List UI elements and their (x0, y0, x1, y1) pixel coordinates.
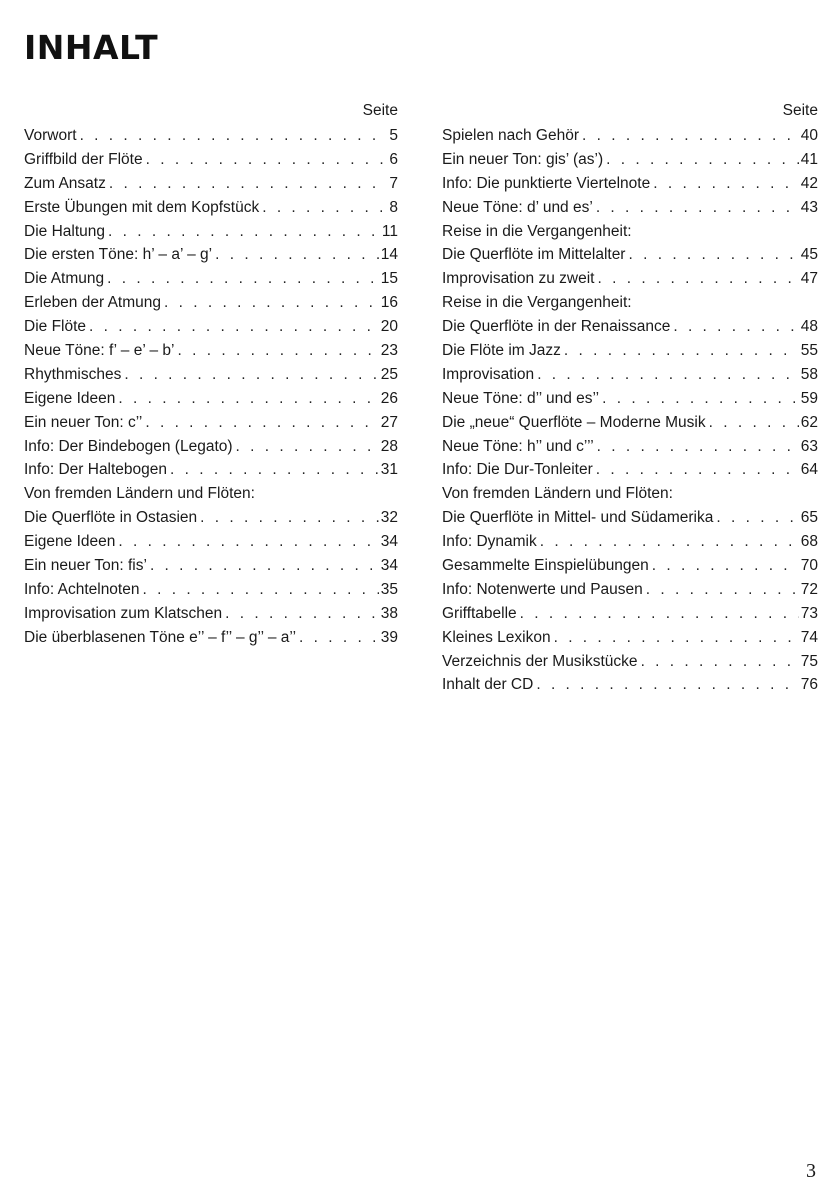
toc-entry (442, 554, 818, 578)
toc-entry-title: Spielen nach Gehör (442, 127, 580, 144)
dot-leader (236, 435, 379, 459)
toc-entry-page: 58 (800, 365, 818, 383)
toc-entry (24, 267, 398, 291)
toc-entry-page: 16 (380, 294, 398, 312)
dot-leader (628, 243, 798, 267)
toc-entry-page: 35 (380, 580, 398, 598)
dot-leader (540, 530, 799, 554)
dot-leader (641, 650, 799, 674)
toc-entry-title: Die Haltung (24, 222, 105, 240)
toc-entry (442, 578, 818, 602)
toc-entry-title: Die überblasenen Töne e’’ – f’’ – g’’ – a’’ (24, 628, 297, 646)
toc-entry-page: 42 (800, 174, 818, 192)
toc-entry (442, 220, 818, 244)
toc-entry-title: Die Querflöte in der Renaissance (442, 318, 671, 336)
dot-leader (178, 339, 379, 363)
toc-entry-title: Von fremden Ländern und Flöten: (442, 485, 673, 503)
toc-entry (442, 315, 818, 339)
toc-entry-page: 14 (380, 246, 398, 264)
toc-entry-title: Von fremden Ländern und Flöten: (24, 485, 255, 503)
toc-entry-title: Die Querflöte in Mittel- und Südamerika (442, 509, 714, 527)
toc-entry-page: 25 (380, 365, 398, 383)
toc-entry-title: Verzeichnis der Musikstücke (442, 652, 638, 670)
toc-entry-page: 34 (380, 557, 398, 575)
dot-leader (596, 458, 799, 482)
dot-leader (602, 387, 799, 411)
toc-list-right (442, 124, 818, 697)
toc-entry (442, 339, 818, 363)
toc-entry (442, 148, 818, 172)
toc-entry-title: Reise in die Vergangenheit: (442, 294, 632, 312)
dot-leader (146, 148, 388, 172)
toc-column-right (442, 100, 818, 697)
dot-leader (164, 291, 379, 315)
dot-leader (652, 554, 799, 578)
toc-entry (442, 506, 818, 530)
dot-leader (225, 602, 379, 626)
dot-leader (215, 243, 379, 267)
toc-entry-title: Improvisation zum Klatschen (24, 604, 223, 622)
dot-leader (709, 411, 799, 435)
toc-entry (24, 315, 398, 339)
toc-entry-page: 64 (800, 461, 818, 479)
toc-entry (24, 411, 398, 435)
toc-entry-page: 32 (380, 509, 398, 527)
toc-entry-page: 63 (800, 437, 818, 455)
dot-leader (145, 411, 378, 435)
toc-entry (442, 435, 818, 459)
toc-entry-title: Info: Dynamik (442, 533, 537, 551)
dot-leader (536, 673, 798, 697)
toc-entry-title: Kleines Lexikon (442, 628, 551, 646)
dot-leader (262, 196, 387, 220)
toc-entry-page: 55 (800, 342, 818, 360)
toc-entry-title: Die Flöte (24, 318, 87, 336)
toc-entry-title: Die „neue“ Querflöte – Moderne Musik (442, 413, 706, 431)
toc-entry (442, 363, 818, 387)
dot-leader (107, 267, 379, 291)
dot-leader (554, 626, 799, 650)
toc-entry-title: Erste Übungen mit dem Kopfstück (24, 198, 260, 216)
toc-entry-page: 11 (381, 222, 398, 240)
toc-entry-title: Ein neuer Ton: gis’ (as’) (442, 150, 604, 168)
dot-leader (582, 124, 799, 148)
toc-entry-title: Gesammelte Einspielübungen (442, 557, 649, 575)
toc-entry (442, 124, 818, 148)
toc-entry-page: 38 (380, 604, 398, 622)
toc-entry-page: 75 (800, 652, 818, 670)
toc-entry-page: 72 (800, 580, 818, 598)
toc-entry (24, 172, 398, 196)
toc-entry-title: Eigene Ideen (24, 389, 116, 407)
toc-entry-title: Griffbild der Flöte (24, 150, 143, 168)
toc-entry-page: 68 (800, 533, 818, 551)
dot-leader (653, 172, 799, 196)
toc-entry (24, 148, 398, 172)
toc-entry (24, 363, 398, 387)
toc-entry-page: 28 (380, 437, 398, 455)
toc-entry (24, 458, 398, 482)
toc-entry-title: Erleben der Atmung (24, 294, 162, 312)
toc-entry (24, 339, 398, 363)
dot-leader (150, 554, 379, 578)
toc-entry-page: 8 (389, 198, 398, 216)
dot-leader (646, 578, 799, 602)
toc-entry (24, 578, 398, 602)
toc-entry (24, 387, 398, 411)
toc-entry (442, 172, 818, 196)
toc-entry (24, 291, 398, 315)
toc-entry-title: Improvisation (442, 365, 535, 383)
toc-entry-title: Die Flöte im Jazz (442, 342, 561, 360)
toc-entry-title: Eigene Ideen (24, 533, 116, 551)
toc-entry-title: Neue Töne: d’ und es’ (442, 198, 593, 216)
toc-entry-page: 43 (800, 198, 818, 216)
toc-entry (24, 602, 398, 626)
toc-entry-title: Info: Der Bindebogen (Legato) (24, 437, 233, 455)
toc-entry (442, 626, 818, 650)
dot-leader (80, 124, 388, 148)
toc-entry (24, 530, 398, 554)
toc-entry-page: 62 (800, 413, 818, 431)
toc-entry-title: Vorwort (24, 127, 77, 144)
dot-leader (89, 315, 379, 339)
page-number: 3 (806, 1160, 816, 1182)
toc-entry (442, 196, 818, 220)
toc-entry-page: 70 (800, 557, 818, 575)
toc-entry-page: 27 (380, 413, 398, 431)
toc-entry-page: 76 (800, 676, 818, 694)
dot-leader (200, 506, 379, 530)
toc-entry-title: Info: Die punktierte Viertelnote (442, 174, 651, 192)
toc-entry (442, 530, 818, 554)
dot-leader (108, 220, 380, 244)
toc-entry-title: Improvisation zu zweit (442, 270, 595, 288)
toc-entry (24, 482, 398, 506)
toc-entry-page: 26 (380, 389, 398, 407)
toc-entry-title: Info: Die Dur-Tonleiter (442, 461, 593, 479)
dot-leader (118, 530, 378, 554)
dot-leader (124, 363, 378, 387)
toc-entry (442, 482, 818, 506)
toc-entry-page: 59 (800, 389, 818, 407)
toc-entry-page: 74 (800, 628, 818, 646)
dot-leader (597, 267, 798, 291)
toc-entry (442, 458, 818, 482)
dot-leader (520, 602, 799, 626)
toc-entry-page: 45 (800, 246, 818, 264)
toc-entry (442, 673, 818, 697)
toc-entry (442, 602, 818, 626)
toc-entry-title: Ein neuer Ton: fis’ (24, 557, 147, 575)
toc-entry (24, 243, 398, 267)
toc-entry-page: 39 (380, 628, 398, 646)
toc-entry-page: 7 (389, 174, 398, 192)
toc-entry-title: Neue Töne: h’’ und c’’’ (442, 437, 594, 455)
dot-leader (109, 172, 388, 196)
toc-entry-title: Die Querflöte in Ostasien (24, 509, 198, 527)
toc-entry-title: Info: Achtelnoten (24, 580, 140, 598)
toc-entry-title: Neue Töne: d’’ und es’’ (442, 389, 600, 407)
toc-entry (442, 387, 818, 411)
toc-entry-page: 73 (800, 604, 818, 622)
toc-entry-page: 41 (800, 150, 818, 168)
toc-entry-title: Info: Der Haltebogen (24, 461, 168, 479)
dot-leader (170, 458, 379, 482)
toc-entry-title: Rhythmisches (24, 365, 122, 383)
toc-entry-page: 6 (389, 150, 398, 168)
toc-entry-title: Inhalt der CD (442, 676, 534, 694)
toc-entry-title: Neue Töne: f’ – e’ – b’ (24, 342, 175, 360)
toc-entry (442, 650, 818, 674)
toc-entry-title: Info: Notenwerte und Pausen (442, 580, 643, 598)
dot-leader (716, 506, 798, 530)
toc-list-left (24, 124, 398, 650)
toc-entry-title: Ein neuer Ton: c’’ (24, 413, 143, 431)
page-title: INHALT (24, 28, 159, 67)
toc-entry-title: Die ersten Töne: h’ – a’ – g’ (24, 246, 213, 264)
toc-entry-title: Reise in die Vergangenheit: (442, 222, 632, 240)
toc-entry (442, 291, 818, 315)
toc-entry (442, 243, 818, 267)
dot-leader (118, 387, 378, 411)
toc-entry-title: Grifftabelle (442, 604, 517, 622)
toc-entry (442, 267, 818, 291)
dot-leader (142, 578, 378, 602)
toc-entry-page: 34 (380, 533, 398, 551)
toc-entry-page: 15 (380, 270, 398, 288)
toc-entry-title: Zum Ansatz (24, 174, 106, 192)
dot-leader (606, 148, 799, 172)
toc-entry (24, 626, 398, 650)
toc-entry (24, 554, 398, 578)
dot-leader (596, 196, 799, 220)
dot-leader (537, 363, 799, 387)
dot-leader (564, 339, 799, 363)
toc-entry (24, 196, 398, 220)
dot-leader (673, 315, 798, 339)
toc-entry-title: Die Querflöte im Mittelalter (442, 246, 626, 264)
toc-entry-page: 23 (380, 342, 398, 360)
toc-entry (24, 506, 398, 530)
toc-entry-page: 65 (800, 509, 818, 527)
toc-entry (24, 435, 398, 459)
toc-entry-page: 48 (800, 318, 818, 336)
toc-entry-page: 40 (800, 127, 818, 144)
toc-entry-page: 20 (380, 318, 398, 336)
toc-entry-title: Die Atmung (24, 270, 105, 288)
toc-column-left (24, 100, 398, 650)
dot-leader (597, 435, 799, 459)
seite-header-left: Seite (362, 102, 398, 119)
toc-entry-page: 47 (800, 270, 818, 288)
dot-leader (299, 626, 379, 650)
toc-entry-page: 5 (389, 127, 398, 144)
seite-header-right: Seite (782, 102, 818, 119)
toc-entry (24, 220, 398, 244)
toc-entry (442, 411, 818, 435)
toc-entry (24, 124, 398, 148)
toc-entry-page: 31 (380, 461, 398, 479)
